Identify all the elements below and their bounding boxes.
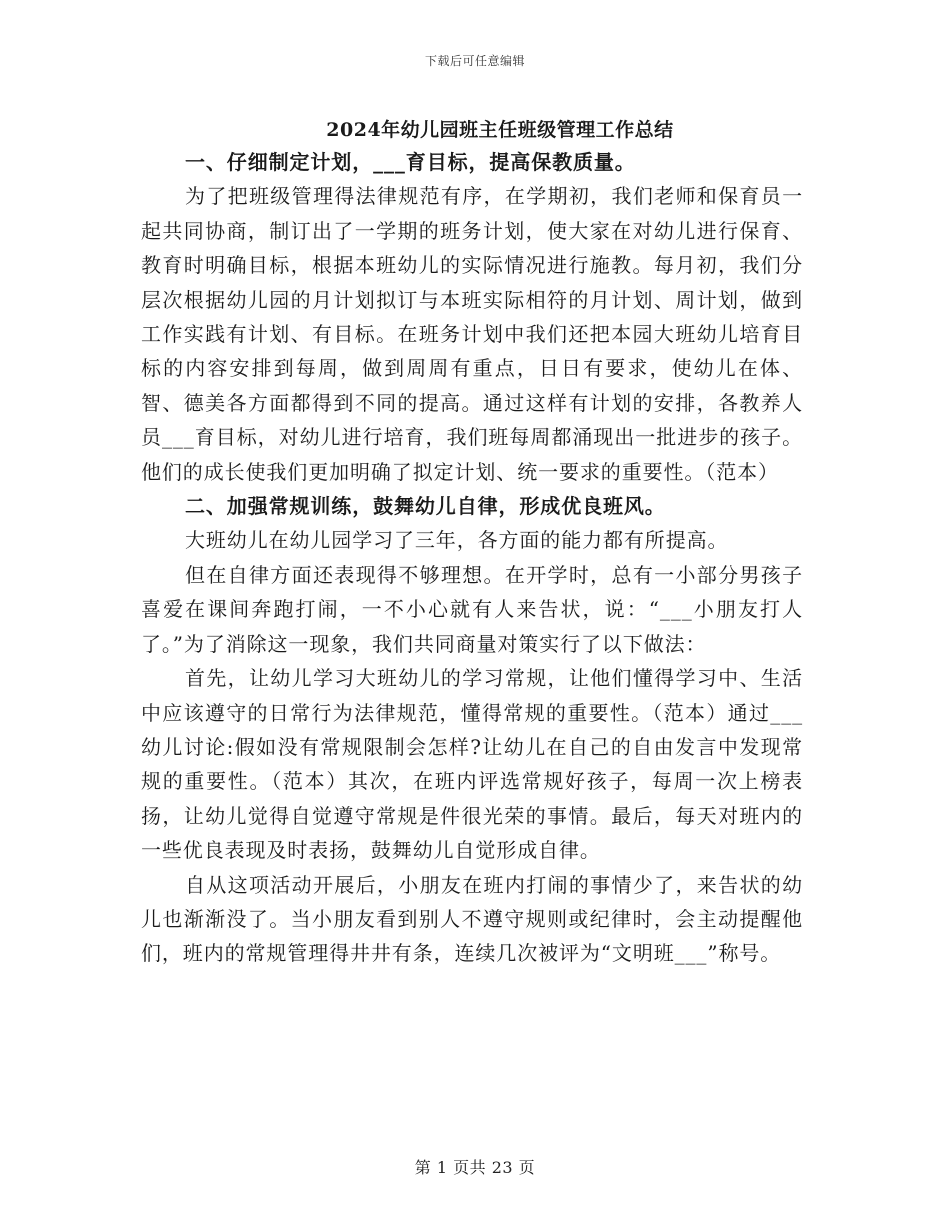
- section-2-heading: 二、加强常规训练，鼓舞幼儿自律，形成优良班风。: [185, 494, 666, 519]
- document-title: 2024年幼儿园班主任班级管理工作总结: [326, 119, 674, 141]
- section-2-paragraph-4: 自从这项活动开展后，小朋友在班内打闹的事情少了，来告状的幼儿也渐渐没了。当小朋友看到别人不遵守规则或纪律时，会主动提醒他们，班内的常规管理得井井有条，连续几次被评为“文明班___”称号。: [141, 872, 803, 966]
- section-2-paragraph-2: 但在自律方面还表现得不够理想。在开学时，总有一小部分男孩子喜爱在课间奔跑打闹，一不小心就有人来告状，说：“___小朋友打人了。”为了消除这一现象，我们共同商量对策实行了以下做法：: [141, 562, 803, 656]
- section-1-heading: 一、仔细制定计划，___育目标，提高保教质量。: [185, 150, 636, 174]
- section-1-paragraph-1: 为了把班级管理得法律规范有序，在学期初，我们老师和保育员一起共同协商，制订出了一学期的班务计划，使大家在对幼儿进行保育、教育时明确目标，根据本班幼儿的实际情况进行施教。每月初，我们分层次根据幼儿园的月计划拟订与本班实际相符的月计划、周计划，做到工作实践有计划、有目标。在班务计划中我们还把本园大班幼儿培育目标的内容安排到每周，做到周周有重点，日日有要求，使幼儿在体、智、德美各方面都得到不同的提高。通过这样有计划的安排，各教养人员___育目标，对幼儿进行培育，我们班每周都涌现出一批进步的孩子。他们的成长使我们更加明确了拟定计划、统一要求的重要性。（范本）: [141, 184, 803, 484]
- document-body: [141, 145, 803, 971]
- page-header-note: 下载后可任意编辑: [424, 54, 525, 68]
- section-2-paragraph-3: 首先，让幼儿学习大班幼儿的学习常规，让他们懂得学习中、生活中应该遵守的日常行为法律规范，懂得常规的重要性。（范本）通过___幼儿讨论:假如没有常规限制会怎样?让幼儿在自己的自由发言中发现常规的重要性。（范本）其次，在班内评选常规好孩子，每周一次上榜表扬，让幼儿觉得自觉遵守常规是件很光荣的事情。最后，每天对班内的一些优良表现及时表扬，鼓舞幼儿自觉形成自律。: [141, 666, 803, 863]
- section-2-paragraph-1: 大班幼儿在幼儿园学习了三年，各方面的能力都有所提高。: [185, 528, 729, 553]
- page-number: 第 1 页共 23 页: [414, 1158, 536, 1177]
